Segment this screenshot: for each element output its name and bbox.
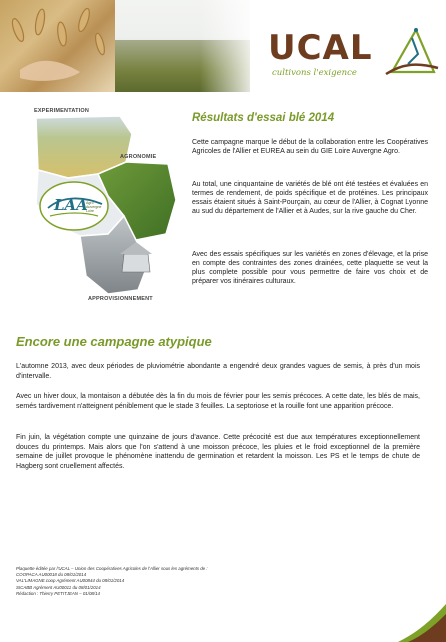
section-title-campagne: Encore une campagne atypique xyxy=(16,334,212,349)
region-map-illustration xyxy=(28,104,180,306)
ucal-logo xyxy=(262,24,440,86)
footer-credits xyxy=(16,566,276,597)
footer-line: COOPACA AU00018 du 08/01/2014 xyxy=(16,572,87,578)
logo-tagline: cultivons l'exigence xyxy=(272,68,357,78)
paragraph-hiver: Avec un hiver doux, la montaison a débutée dès la fin du mois de février pour les semis précoces. A cette date, les blés de mais, semés tardivement n'atteignent péniblement que le stade 3 feuilles. La septoriose et la rouille font une apparition précoce. xyxy=(16,393,420,410)
paragraph-varietes: Au total, une cinquantaine de variétés de blé ont été testées et évaluées en termes de rendement, de poids spécifique et de protéines. Les principaux essais étaient situés à Saint-Pourçain, au cœur de l'Allier, à Cognat Lyonne au sud du département de l'Allier et à Audes, sur la rive gauche du Cher. xyxy=(192,181,428,215)
label-experimentation: EXPERIMENTATION xyxy=(34,108,90,114)
section-title-resultats: Résultats d'essai blé 2014 xyxy=(192,112,335,124)
label-agronomie: AGRONOMIE xyxy=(120,154,157,160)
paragraph-automne: L'automne 2013, avec deux périodes de pluviométrie abondante a engendré deux grandes vagues de semis, à près d'un mois d'intervalle. xyxy=(16,363,420,380)
paragraph-collaboration: Cette campagne marque le début de la collaboration entre les Coopératives Agricoles de l'Allier et EUREA au sein du GIE Loire Auvergne Agro. xyxy=(192,139,428,155)
laa-badge-text: LAA xyxy=(54,196,88,214)
header-photo-wheat-field xyxy=(0,0,250,92)
corner-swoosh-decoration xyxy=(398,604,446,642)
logo-triangle-icon xyxy=(382,24,440,78)
label-approvisionnement: APPROVISIONNEMENT xyxy=(88,296,153,302)
footer-line: Plaquette éditée par l'UCAL – Union des Coopératives Agricoles de l'Allier sous les agréments de : xyxy=(16,566,208,571)
footer-line: VAL'LIMAGNE.coop Agrément AU00844 du 08/01/2014 xyxy=(16,578,125,584)
laa-badge-subtext: Agro Auvergne Loire xyxy=(86,201,102,214)
paragraph-essais-specifiques: Avec des essais spécifiques sur les variétés en zones d'élevage, et la prise en compte des contraintes des zones drainées, cette plaquette se veut la plus complete possible pour vous permettre de faire vos choix et de préparer vos itinéraires culturaux. xyxy=(192,251,428,285)
map-collage-image xyxy=(28,104,180,306)
logo-wordmark: UCAL xyxy=(268,28,373,68)
footer-line: SICABB Agrément AU00011 du 08/01/2014 xyxy=(16,584,101,590)
footer-line: Rédaction : Thierry PETITJEAN – 01/08/14 xyxy=(16,590,100,596)
paragraph-juin: Fin juin, la végétation compte une quinzaine de jours d'avance. Cette précocité est due aux températures exceptionnellement douces du printemps. Mais alors que l'on s'attend à une moisson précoce, les pluies et le froid exceptionnel de la première semaine de juillet provoque le phénomène inattendu de germination et retardent la moisson. Les PS et le temps de chute de Hagberg sont cruellement affectés. xyxy=(16,434,420,470)
